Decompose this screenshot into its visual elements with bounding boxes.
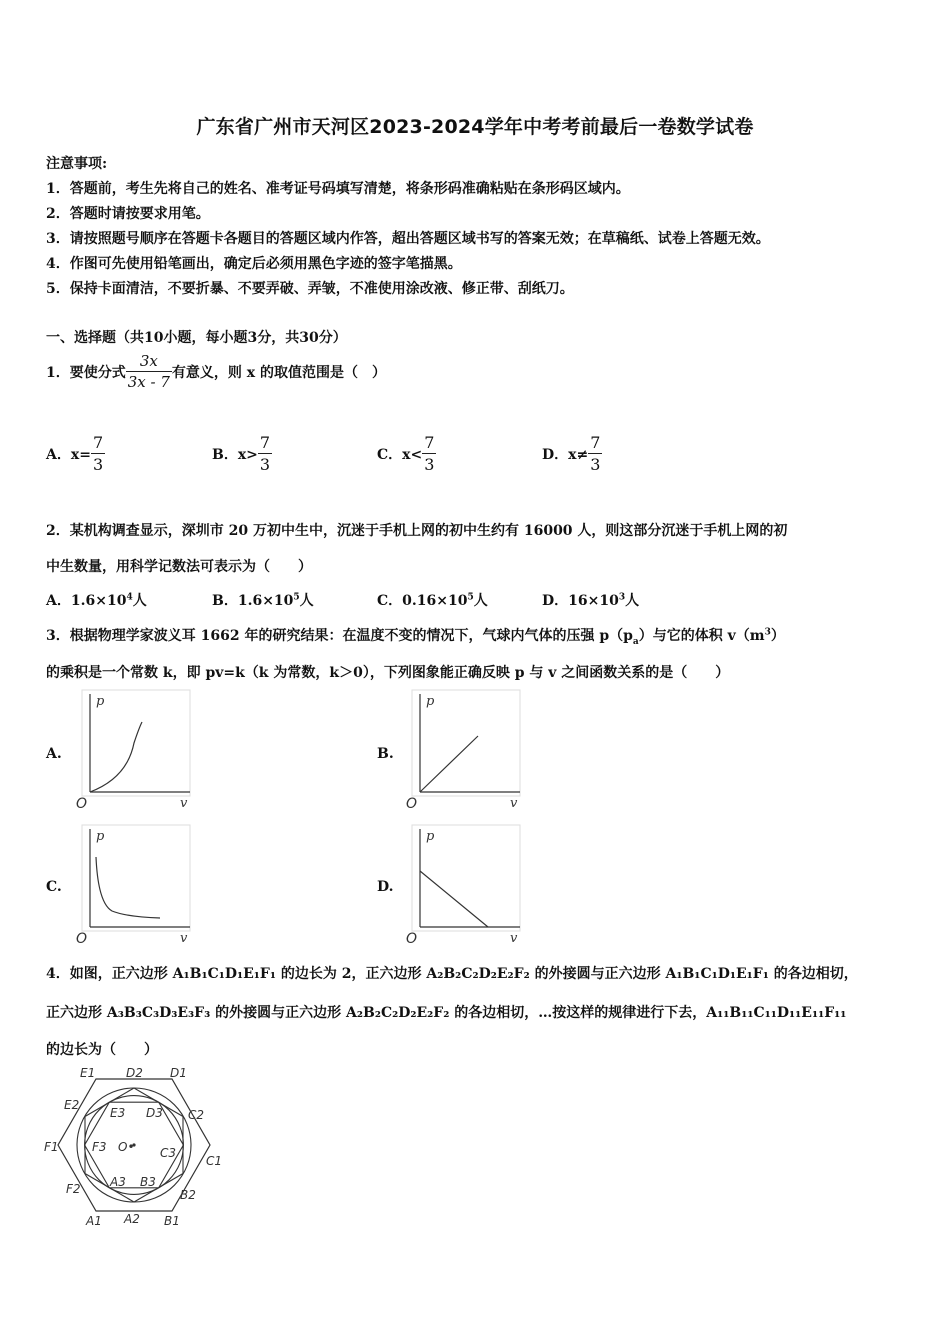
label-e1: E1 [80,1066,96,1080]
q2-option-a-exp: 4 [126,592,133,603]
q1-option-c-den: 3 [424,455,435,474]
origin-label: O [76,796,88,810]
q1-option-d-label: D．x≠ [542,446,589,463]
q4-hexagon-figure [42,1065,232,1235]
q3-option-a-label: A. [46,746,62,762]
q1-option-c-num: 7 [424,433,435,452]
q2-option-a [46,590,147,610]
q3-line-1-sup: 3 [764,627,771,638]
label-e3: E3 [110,1106,126,1120]
label-b1: B1 [164,1214,180,1228]
q3-line-1c: ） [770,628,785,644]
q3-option-d-label: D. [377,879,394,895]
q3-graph-b [402,688,527,810]
origin-label: O [406,931,418,945]
axis-v-label: v [180,931,188,945]
q4-line-1: 4．如图，正六边形 A₁B₁C₁D₁E₁F₁ 的边长为 2，正六边形 A₂B₂C₂D₂E₂F₂ 的外接圆与正六边形 A₁B₁C₁D₁E₁F₁ 的各边相切， [46,966,858,982]
q3-line-1-sub: a [632,636,639,647]
q1-option-d-num: 7 [590,433,601,452]
notice-item-2: 2．答题时请按要求用笔。 [46,206,210,222]
q1-option-a [46,433,105,474]
label-o: O• [118,1140,135,1154]
q2-option-d-exp: 3 [618,592,626,603]
q3-graph-c [72,823,197,945]
origin-label: O [76,931,88,945]
notice-item-1: 1．答题前，考生先将自己的姓名、准考证号码填写清楚，将条形码准确粘贴在条形码区域内。 [46,181,630,197]
label-d1: D1 [170,1066,187,1080]
q3-option-c-label: C. [46,879,62,895]
label-a2: A2 [124,1212,140,1226]
q1-option-a-num: 7 [92,433,104,452]
axis-p-label: p [96,694,105,709]
question-1 [46,352,386,391]
axis-p-label: p [96,829,105,844]
q3-option-b-label: B. [377,746,394,762]
q2-option-d [542,590,639,610]
q2-option-c-pre: C．0.16×10 [377,593,468,609]
q4-line-2: 正六边形 A₃B₃C₃D₃E₃F₃ 的外接圆与正六边形 A₂B₂C₂D₂E₂F₂ 的各边相切，…按这样的规律进行下去，A₁₁B₁₁C₁₁D₁₁E₁₁F₁₁ [46,1005,847,1021]
label-a3: A3 [110,1175,126,1189]
q2-line-1: 2．某机构调查显示，深圳市 20 万初中生中，沉迷于手机上网的初中生约有 16000 人，则这部分沉迷于手机上网的初 [46,523,788,539]
axis-v-label: v [510,796,518,810]
q1-option-a-den: 3 [92,455,104,474]
q2-option-b [212,590,314,610]
axis-v-label: v [180,796,188,810]
q1-option-c [377,433,436,474]
q2-option-c-post: 人 [473,593,488,609]
label-e2: E2 [64,1098,80,1112]
label-c3: C3 [160,1146,177,1160]
q1-fraction [126,352,172,391]
q1-option-d-den: 3 [590,455,601,474]
page-title: 广东省广州市天河区2023-2024学年中考考前最后一卷数学试卷 [196,116,754,138]
q1-option-a-label: A．x= [46,446,91,463]
q2-option-d-pre: D．16×10 [542,593,619,609]
q1-option-b-label: B．x> [212,446,258,463]
q3-line-1a: 3．根据物理学家波义耳 1662 年的研究结果：在温度不变的情况下，气球内气体的压强 p（p [46,628,633,644]
label-d3: D3 [146,1106,163,1120]
axis-p-label: p [426,829,435,844]
q1-option-c-label: C．x< [377,446,423,463]
label-b3: B3 [140,1175,156,1189]
notice-item-3: 3．请按照题号顺序在答题卡各题目的答题区域内作答，超出答题区域书写的答案无效；在草稿纸、试卷上答题无效。 [46,231,770,247]
notice-item-5: 5．保持卡面清洁，不要折暴、不要弄破、弄皱，不准使用涂改液、修正带、刮纸刀。 [46,281,574,297]
notice-heading: 注意事项: [46,156,108,172]
q1-option-b-den: 3 [259,455,271,474]
label-f3: F3 [92,1140,107,1154]
q3-line-1 [46,625,785,647]
axis-p-label: p [426,694,435,709]
q3-line-2: 的乘积是一个常数 k，即 pv=k（k 为常数，k＞0），下列图象能正确反映 p 与 v 之间函数关系的是（ ） [46,665,730,681]
q1-option-d [542,433,602,474]
origin-label: O [406,796,418,810]
q2-option-b-exp: 5 [293,592,300,603]
q1-fraction-den: 3x - 7 [127,373,170,391]
q2-option-b-pre: B．1.6×10 [212,593,294,609]
q1-option-b-num: 7 [259,433,271,452]
section-heading: 一、选择题（共10小题，每小题3分，共30分） [46,330,347,346]
q3-line-1b: ）与它的体积 v（m [638,628,765,644]
q2-option-a-post: 人 [132,593,147,609]
q1-prefix: 1．要使分式 [46,364,126,381]
q4-line-3: 的边长为（ ） [46,1042,158,1058]
label-f1: F1 [44,1140,59,1154]
q2-option-c [377,590,488,610]
q3-graph-a [72,688,197,810]
q2-option-b-post: 人 [299,593,314,609]
label-c1: C1 [206,1154,223,1168]
q2-line-2: 中生数量，用科学记数法可表示为（ ） [46,559,312,575]
label-c2: C2 [188,1108,205,1122]
q1-suffix: 有意义，则 x 的取值范围是（ ） [171,364,387,381]
label-b2: B2 [180,1188,196,1202]
label-f2: F2 [66,1182,81,1196]
axis-v-label: v [510,931,518,945]
q3-graph-d [402,823,527,945]
q1-fraction-num: 3x [139,352,158,370]
q2-option-c-exp: 5 [467,592,474,603]
label-d2: D2 [126,1066,143,1080]
label-a1: A1 [86,1214,102,1228]
q2-option-d-post: 人 [625,593,640,609]
q2-option-a-pre: A．1.6×10 [46,593,127,609]
notice-item-4: 4．作图可先使用铅笔画出，确定后必须用黑色字迹的签字笔描黑。 [46,256,462,272]
q1-option-b [212,433,272,474]
